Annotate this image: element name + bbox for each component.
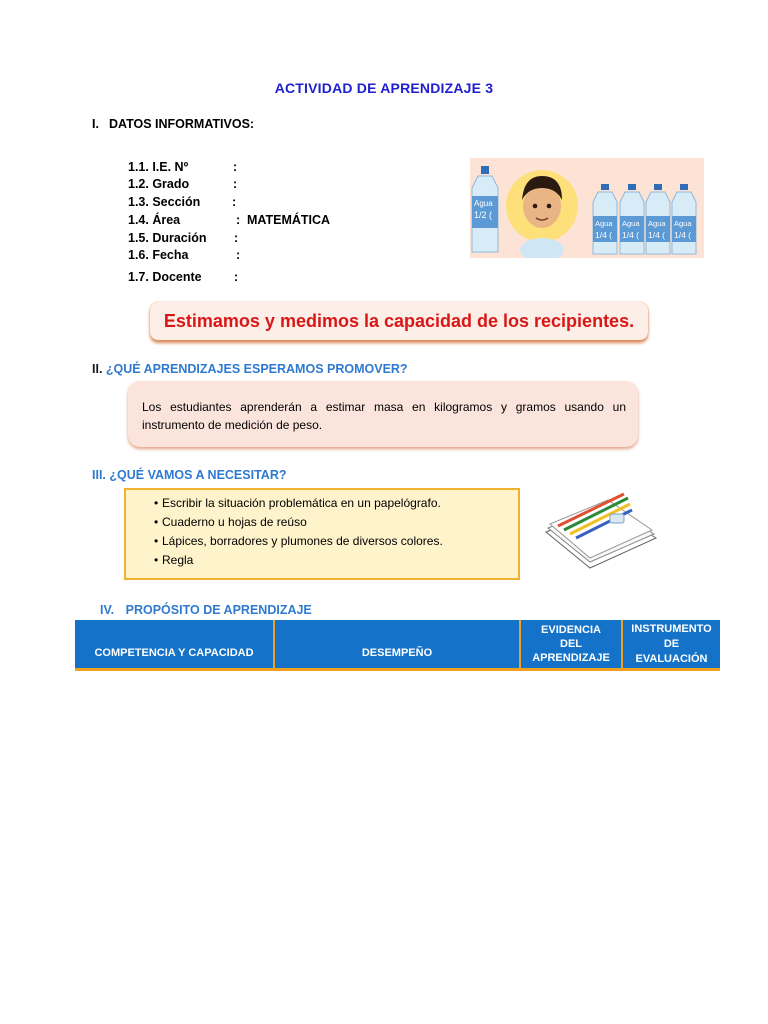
learning-goal-box bbox=[128, 381, 638, 447]
page-title: ACTIVIDAD DE APRENDIZAJE 3 bbox=[274, 80, 494, 96]
svg-text:Agua: Agua bbox=[595, 219, 613, 228]
section-number: III. bbox=[92, 468, 106, 482]
svg-text:1/4 (: 1/4 ( bbox=[648, 230, 666, 240]
activity-title-banner bbox=[150, 302, 648, 340]
field-ie: 1.1. I.E. Nº : bbox=[128, 160, 238, 174]
list-item: • Cuaderno u hojas de reúso bbox=[162, 513, 518, 532]
materials-list bbox=[126, 490, 518, 570]
field-key: 1.6. Fecha bbox=[128, 248, 189, 262]
section-label: PROPÓSITO DE APRENDIZAJE bbox=[125, 603, 312, 617]
section-materiales-heading bbox=[92, 468, 286, 482]
learning-goal-text: Los estudiantes aprenderán a estimar masa en kilogramos y gramos usando un instrumento de medición de peso. bbox=[142, 400, 626, 432]
list-item: • Regla bbox=[162, 551, 518, 570]
svg-text:1/4 (: 1/4 ( bbox=[674, 230, 692, 240]
list-item: • Escribir la situación problemática en un papelógrafo. bbox=[162, 494, 518, 513]
banner-text: Estimamos y medimos la capacidad de los recipientes. bbox=[163, 311, 635, 331]
field-key: 1.2. Grado bbox=[128, 177, 190, 191]
water-bottle-large-icon bbox=[472, 166, 498, 252]
materials-box bbox=[124, 488, 520, 580]
svg-text:1/4 (: 1/4 ( bbox=[622, 230, 640, 240]
svg-text:1/4 (: 1/4 ( bbox=[595, 230, 613, 240]
field-key: 1.4. Área bbox=[128, 213, 181, 227]
section-number: I. bbox=[92, 117, 99, 131]
field-docente: 1.7. Docente : bbox=[128, 270, 239, 284]
svg-text:Agua: Agua bbox=[622, 219, 640, 228]
eraser-icon bbox=[610, 514, 624, 523]
section-aprendizajes-heading bbox=[92, 362, 408, 376]
field-key: 1.5. Duración bbox=[128, 231, 207, 245]
svg-text:Agua: Agua bbox=[648, 219, 666, 228]
section-label: ¿QUÉ APRENDIZAJES ESPERAMOS PROMOVER? bbox=[105, 362, 408, 376]
section-number: IV. bbox=[100, 603, 115, 617]
section-datos-heading bbox=[92, 117, 254, 131]
table-header-instrumento: INSTRUMENTO DE EVALUACIÓN bbox=[631, 622, 712, 665]
purpose-table-header bbox=[75, 620, 720, 671]
field-seccion: 1.3. Sección : bbox=[128, 195, 237, 209]
field-key: 1.1. I.E. Nº bbox=[128, 160, 189, 174]
list-item: • Lápices, borradores y plumones de diversos colores. bbox=[162, 532, 518, 551]
child-avatar-icon bbox=[506, 170, 578, 258]
svg-text:Agua: Agua bbox=[474, 199, 493, 208]
field-duracion: 1.5. Duración : bbox=[128, 231, 239, 245]
section-label: ¿QUÉ VAMOS A NECESITAR? bbox=[109, 468, 287, 482]
section-proposito-heading bbox=[100, 603, 312, 617]
water-bottles-illustration bbox=[470, 158, 704, 258]
water-bottle-small-icon bbox=[593, 184, 617, 254]
water-bottle-small-icon bbox=[620, 184, 644, 254]
table-header-competencia: COMPETENCIA Y CAPACIDAD bbox=[94, 647, 254, 659]
school-supplies-illustration bbox=[538, 488, 660, 570]
table-header-evidencia: EVIDENCIA DEL APRENDIZAJE bbox=[532, 624, 610, 664]
svg-text:Agua: Agua bbox=[674, 219, 692, 228]
svg-text:1/2 (: 1/2 ( bbox=[474, 210, 493, 220]
water-bottle-small-icon bbox=[646, 184, 670, 254]
field-fecha: 1.6. Fecha : bbox=[128, 248, 241, 262]
field-key: 1.3. Sección bbox=[128, 195, 201, 209]
field-area: 1.4. Área : MATEMÁTICA bbox=[128, 213, 331, 227]
field-grado: 1.2. Grado : bbox=[128, 177, 238, 191]
field-area-value: MATEMÁTICA bbox=[247, 213, 331, 227]
section-number: II. bbox=[92, 362, 103, 376]
water-bottle-small-icon bbox=[672, 184, 696, 254]
field-key: 1.7. Docente bbox=[128, 270, 202, 284]
table-header-desempeno: DESEMPEÑO bbox=[361, 647, 433, 659]
section-label: DATOS INFORMATIVOS: bbox=[108, 117, 255, 131]
